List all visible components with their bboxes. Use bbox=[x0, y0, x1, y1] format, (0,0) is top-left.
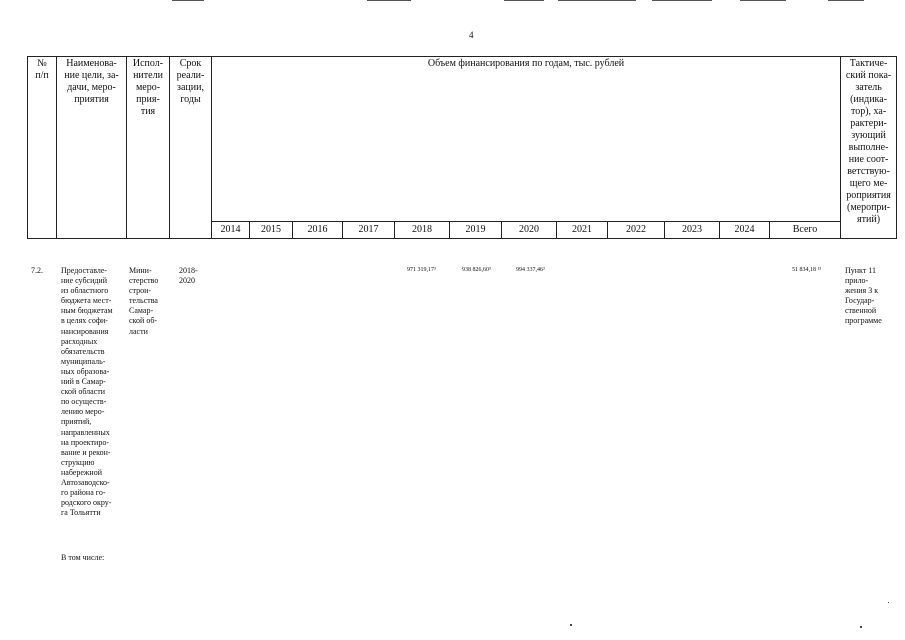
row-name: Предоставле- ние субсидий из областного бюджета мест- ным бюджетам в целях софи- нансирования расходных обязательств муниципаль- ных образова- ний в Самар- ской области по осуществ- лению меро- приятий, направленных на проектиро- вание и рекон- струкцию набережной Автозаводско- го района го- родского окру- га Тольятти bbox=[61, 266, 113, 518]
scan-edge-line bbox=[558, 0, 636, 1]
row-executor: Мини- стерство строи- тельства Самар- ской об- ласти bbox=[129, 266, 159, 336]
year-cell: 2024 bbox=[720, 222, 770, 239]
year-cell: 2017 bbox=[343, 222, 395, 239]
value-total: 51 834,18 ¹³ bbox=[792, 267, 822, 273]
scan-edge-line bbox=[504, 0, 544, 1]
col-term: Срок реали- зации, годы bbox=[170, 57, 212, 239]
page-number: 4 bbox=[469, 30, 474, 40]
row-term: 2018- 2020 bbox=[179, 266, 198, 286]
year-cell: 2023 bbox=[665, 222, 720, 239]
scan-edge-line bbox=[172, 0, 204, 1]
value-2020: 994 337,46³ bbox=[516, 267, 545, 273]
year-cell: 2019 bbox=[450, 222, 502, 239]
header-table bbox=[27, 56, 897, 239]
scan-speck bbox=[570, 624, 572, 626]
col-executors: Испол- нители меро- прия- тия bbox=[127, 57, 170, 239]
value-2019: 938 826,60³ bbox=[462, 267, 491, 273]
row-number: 7.2. bbox=[31, 266, 43, 275]
col-name: Наименова- ние цели, за- дачи, меро- приятия bbox=[57, 57, 127, 239]
value-2018: 971 319,17³ bbox=[407, 267, 436, 273]
year-cell: Всего bbox=[770, 222, 841, 239]
scan-speck bbox=[888, 602, 889, 603]
year-cell: 2021 bbox=[557, 222, 608, 239]
year-cell: 2020 bbox=[502, 222, 557, 239]
scan-edge-line bbox=[828, 0, 864, 1]
col-num: № п/п bbox=[28, 57, 57, 239]
row-indicator: Пункт 11 прило- жения 3 к Государ- ственной программе bbox=[845, 266, 882, 326]
scan-edge-line bbox=[740, 0, 786, 1]
year-cell: 2015 bbox=[250, 222, 293, 239]
col-indicator: Тактиче- ский пока- затель (индика- тор), ха- рактери- зующий выполне- ние соот- ветствую- щего ме- роприятия (меропри- ятий) bbox=[841, 57, 897, 239]
year-cell: 2014 bbox=[212, 222, 250, 239]
col-funding-title: Объем финансирования по годам, тыс. рублей bbox=[212, 57, 841, 222]
including-label: В том числе: bbox=[61, 553, 105, 562]
scan-speck bbox=[860, 626, 862, 628]
year-cell: 2018 bbox=[395, 222, 450, 239]
scan-edge-line bbox=[367, 0, 411, 1]
year-cell: 2022 bbox=[608, 222, 665, 239]
scan-edge-line bbox=[652, 0, 712, 1]
year-cell: 2016 bbox=[293, 222, 343, 239]
